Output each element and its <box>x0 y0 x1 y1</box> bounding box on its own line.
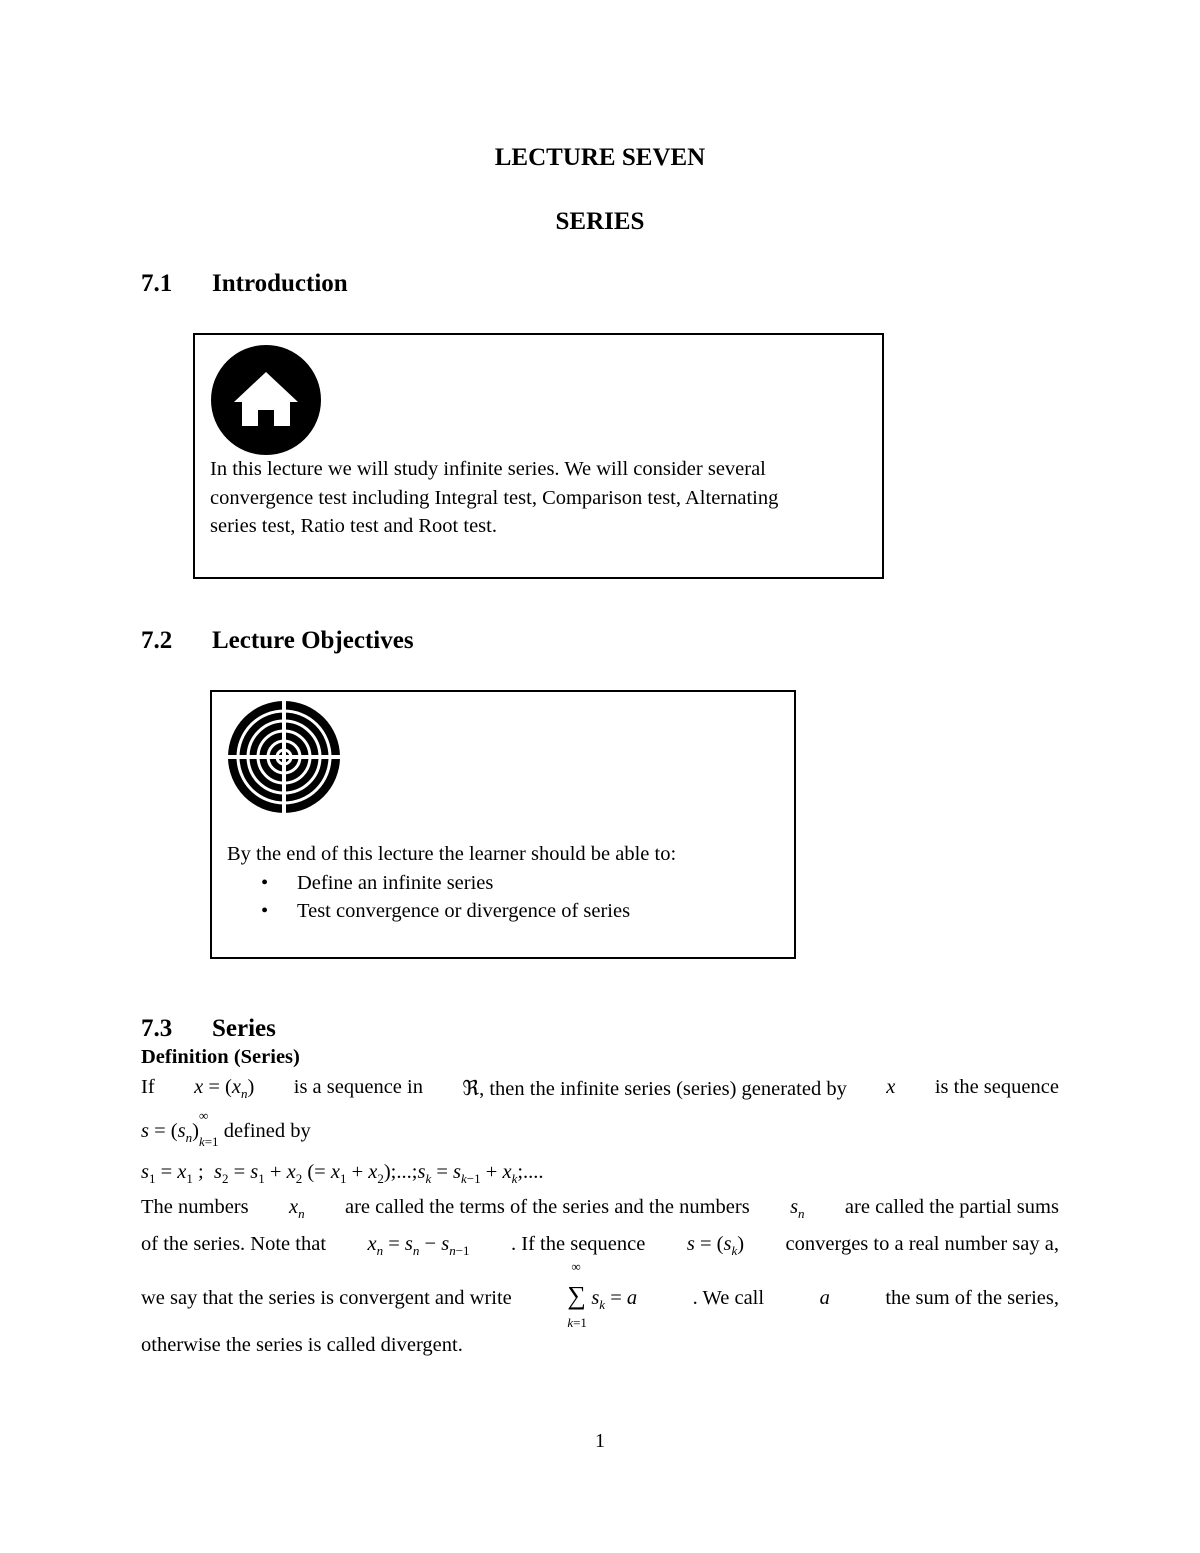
definition-line-4 <box>141 1196 1059 1222</box>
text-fragment: of the series. Note that <box>141 1233 327 1255</box>
definition-line-2 <box>141 1108 311 1150</box>
sum-formula: ∞ ∑ k=1 $s_k = a$ <box>567 1259 638 1331</box>
bullet-icon: • <box>261 900 269 922</box>
text-fragment: The numbers <box>141 1196 249 1218</box>
objective-item <box>227 869 792 898</box>
bullet-icon: • <box>261 871 269 894</box>
text-fragment: the sum of the series, <box>885 1287 1059 1309</box>
objectives-lead: By the end of this lecture the learner should be able to: <box>227 843 677 865</box>
intro-line: series test, Ratio test and Root test. <box>210 515 497 537</box>
formula: $x_n = s_n - s_{n-1}$ <box>367 1233 470 1259</box>
text-fragment: is a sequence in <box>293 1076 423 1098</box>
text-fragment: defined by <box>223 1120 311 1142</box>
objective-text: Test convergence or divergence of series <box>297 900 631 922</box>
text-fragment: converges to a real number say a, <box>785 1233 1059 1255</box>
formula: $x_n$ <box>288 1196 305 1222</box>
formula: $s_1 = x_1$ ; $s_2 = s_1 + x_2$ (= $x_1$ + $x_2);...;s_k = s_{k-1} + x_k$;.... <box>141 1161 544 1187</box>
section-title: Series <box>212 1015 276 1042</box>
objective-text: Define an infinite series <box>297 871 494 894</box>
text-fragment: is the sequence <box>934 1076 1059 1098</box>
definition-line-5 <box>141 1233 1059 1259</box>
formula: $s = (s_k)$ <box>686 1233 745 1259</box>
definition-heading: Definition (Series) <box>141 1046 300 1068</box>
text-fragment: . We call <box>692 1287 765 1309</box>
introduction-text <box>210 455 880 541</box>
lecture-title: LECTURE SEVEN <box>494 144 706 171</box>
formula: $x = (x_n)$ <box>194 1076 255 1102</box>
section-number: 7.1 <box>141 270 173 297</box>
definition-line-1 <box>141 1076 1059 1102</box>
reals-symbol: ℜ, then the infinite series (series) generated by <box>462 1078 847 1100</box>
definition-line-7: otherwise the series is called divergent. <box>141 1334 463 1356</box>
objective-item <box>227 897 792 926</box>
target-icon <box>227 700 341 814</box>
section-title: Lecture Objectives <box>212 627 414 654</box>
section-heading-introduction <box>141 270 741 302</box>
formula: x <box>886 1076 896 1098</box>
formula: $s = (s_n)$ ∞ $_{k=1}$ <box>141 1108 219 1150</box>
formula: a <box>819 1287 830 1309</box>
section-number: 7.3 <box>141 1015 173 1042</box>
definition-line-6 <box>141 1259 1059 1331</box>
section-heading-series <box>141 1015 741 1047</box>
text-fragment: If <box>141 1076 155 1098</box>
home-icon <box>210 344 322 456</box>
intro-line: convergence test including Integral test, Comparison test, Alternating <box>210 486 779 509</box>
objectives-box <box>210 690 796 959</box>
text-fragment: are called the terms of the series and the numbers <box>344 1196 750 1218</box>
objectives-text <box>227 840 792 926</box>
text-fragment: . If the sequence <box>511 1233 646 1255</box>
definition-line-3 <box>141 1161 544 1187</box>
formula: $s_n$ <box>790 1196 805 1222</box>
text-fragment: are called the partial sums <box>844 1196 1059 1218</box>
lecture-subtitle: SERIES <box>555 208 645 235</box>
page-number: 1 <box>595 1430 605 1452</box>
section-number: 7.2 <box>141 627 173 654</box>
introduction-box <box>193 333 884 579</box>
section-title: Introduction <box>212 270 348 297</box>
text-fragment: we say that the series is convergent and write <box>141 1287 512 1309</box>
intro-line: In this lecture we will study infinite series. We will consider several <box>210 458 766 480</box>
section-heading-objectives <box>141 627 741 659</box>
